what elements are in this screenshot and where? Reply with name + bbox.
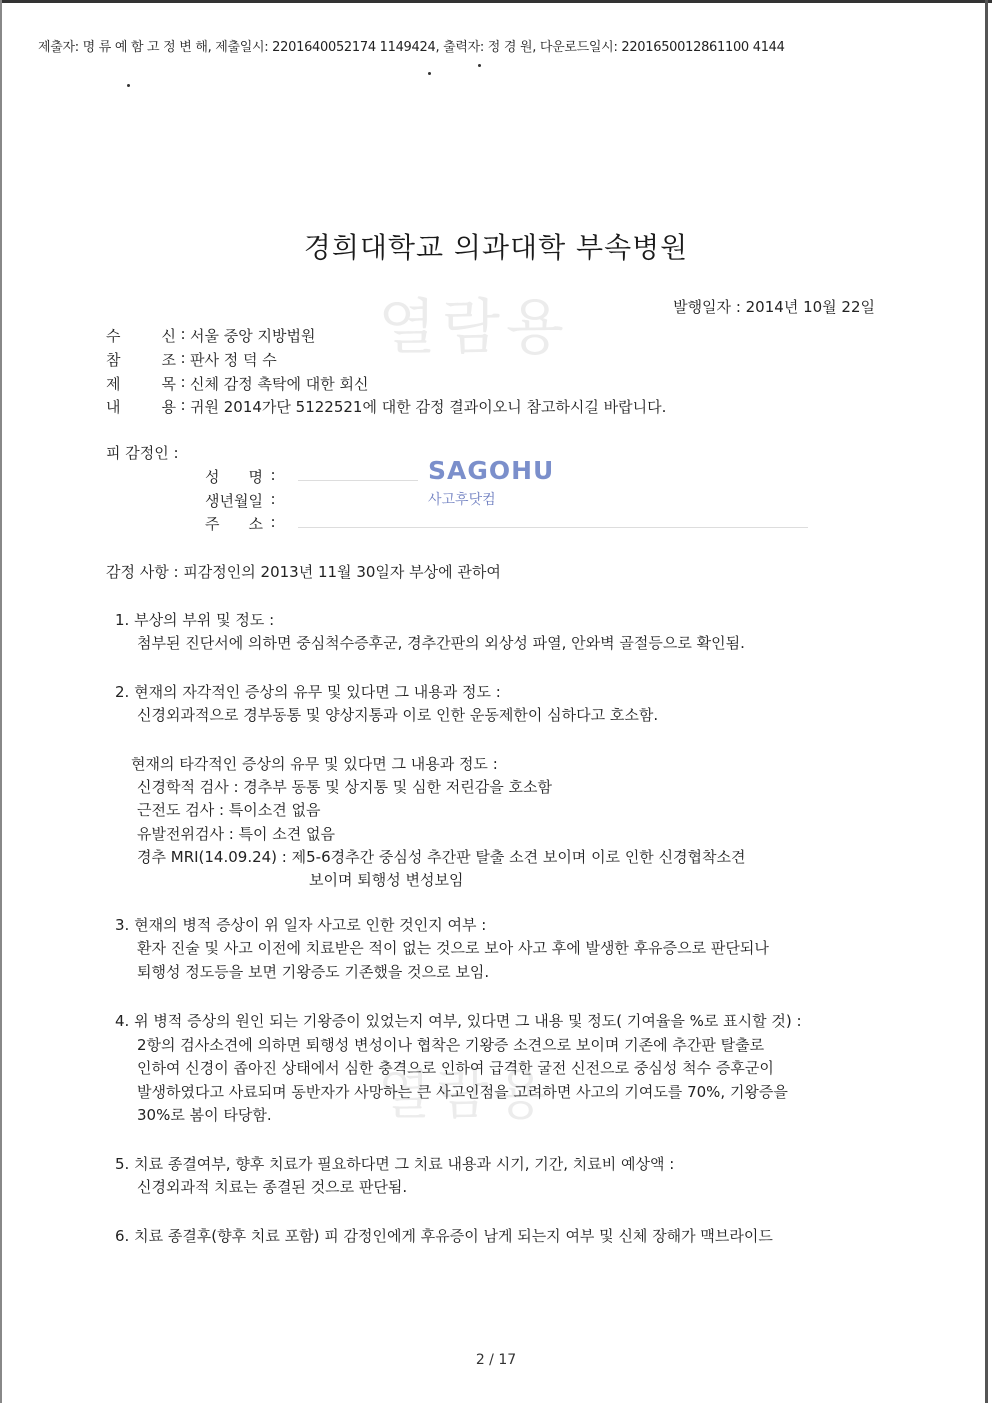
section-3-text: 환자 진술 및 사고 이전에 치료받은 적이 없는 것으로 보아 사고 후에 발생한 후유증으로 판단되나	[137, 939, 769, 957]
scan-border-left	[0, 0, 2, 1403]
watermark-top: 열람용	[378, 293, 570, 363]
issue-date-value: 2014년 10월 22일	[745, 298, 875, 316]
meta-key-char: 목	[161, 375, 176, 393]
field-key-char: 명	[248, 468, 263, 486]
meta-key-char: 용	[161, 398, 176, 416]
issue-date: 발행일자 : 2014년 10월 22일	[673, 298, 875, 316]
scan-border-top	[0, 0, 992, 3]
section-2b-title: 현재의 타각적인 증상의 유무 및 있다면 그 내용과 정도 :	[131, 755, 498, 773]
meta-key-char: 조	[161, 351, 176, 369]
section-6-title: 6. 치료 종결후(향후 치료 포함) 피 감정인에게 후유증이 남게 되는지 여부 및 신체 장해가 맥브라이드	[115, 1227, 773, 1245]
meta-value: 서울 중앙 지방법원	[190, 327, 316, 345]
meta-subject: 제 목 : 신체 감정 촉탁에 대한 회신	[106, 373, 369, 393]
field-key-char: 성	[205, 468, 220, 486]
page-number: 2 / 17	[475, 1352, 517, 1368]
redacted-name	[298, 466, 418, 481]
scan-speck	[478, 64, 481, 67]
section-2-text: 신경외과적으로 경부동통 및 양상지통과 이로 인한 운동제한이 심하다고 호소함.	[137, 706, 659, 724]
meta-reference: 참 조 : 판사 정 덕 수	[106, 349, 277, 369]
meta-key-char: 내	[106, 398, 121, 416]
field-key-char: 월	[234, 492, 249, 510]
submission-header: 제출자: 명 류 예 함 고 정 변 해, 제출일시: 2201640052174 1149424, 출력자: 정 경 원, 다운로드일시: 2201650012861100 4144	[38, 40, 785, 55]
scan-speck	[127, 84, 130, 87]
section-2b-line: 보이며 퇴행성 변성보임	[309, 871, 464, 889]
section-4-text: 30%로 봄이 타당함.	[137, 1106, 272, 1124]
watermark-bottom: 열람용	[378, 1063, 553, 1126]
section-1-text: 첨부된 진단서에 의하면 중심척수증후군, 경추간판의 외상성 파열, 안와벽 골절등으로 확인됨.	[137, 634, 745, 652]
sagohu-stamp: SAGOHU	[428, 456, 555, 485]
subject-label: 피 감정인 :	[106, 444, 179, 462]
field-key-char: 소	[248, 515, 263, 533]
section-3-text: 퇴행성 정도등을 보면 기왕증도 기존했을 것으로 보임.	[137, 963, 490, 981]
redacted-address	[298, 513, 808, 528]
section-2b-line: 유발전위검사 : 특이 소견 없음	[137, 825, 336, 843]
subject-name-field: 성 명 :	[205, 466, 276, 486]
meta-key-char: 신	[161, 327, 176, 345]
meta-recipient: 수 신 : 서울 중앙 지방법원	[106, 325, 316, 345]
section-5-text: 신경외과적 치료는 종결된 것으로 판단됨.	[137, 1178, 408, 1196]
meta-value: 신체 감정 촉탁에 대한 회신	[190, 375, 369, 393]
matter-line: 감정 사항 : 피감정인의 2013년 11월 30일자 부상에 관하여	[106, 563, 501, 581]
scan-speck	[428, 72, 431, 75]
meta-value: 귀원 2014가단 5122521에 대한 감정 결과이오니 참고하시길 바랍니다.	[190, 398, 667, 416]
section-3-title: 3. 현재의 병적 증상이 위 일자 사고로 인한 것인지 여부 :	[115, 916, 487, 934]
scan-border-right	[985, 0, 988, 1403]
subject-address-field: 주 소 :	[205, 513, 276, 533]
meta-value: 판사 정 덕 수	[190, 351, 277, 369]
document-title: 경희대학교 의과대학 부속병원	[303, 231, 689, 264]
field-key-char: 생	[205, 492, 220, 510]
field-key-char: 년	[219, 492, 234, 510]
section-2-title: 2. 현재의 자각적인 증상의 유무 및 있다면 그 내용과 정도 :	[115, 683, 501, 701]
section-2b-line: 경추 MRI(14.09.24) : 제5-6경추간 중심성 추간판 탈출 소견 보이며 이로 인한 신경협착소견	[137, 848, 746, 866]
sagohu-stamp-sub: 사고후닷컴	[428, 492, 496, 508]
section-2b-line: 근전도 검사 : 특이소견 없음	[137, 801, 321, 819]
meta-key-char: 수	[106, 327, 121, 345]
section-2b-line: 신경학적 검사 : 경추부 동통 및 상지통 및 심한 저린감을 호소함	[137, 778, 552, 796]
meta-key-char: 참	[106, 351, 121, 369]
field-key-char: 일	[248, 492, 263, 510]
section-1-title: 1. 부상의 부위 및 정도 :	[115, 611, 275, 629]
section-4-title: 4. 위 병적 증상의 원인 되는 기왕증이 있었는지 여부, 있다면 그 내용 및 정도( 기여율을 %로 표시할 것) :	[115, 1012, 802, 1030]
section-4-text: 2항의 검사소견에 의하면 퇴행성 변성이나 협착은 기왕증 소견으로 보이며 기존에 추간판 탈출로	[137, 1036, 765, 1054]
meta-key-char: 제	[106, 375, 121, 393]
section-5-title: 5. 치료 종결여부, 향후 치료가 필요하다면 그 치료 내용과 시기, 기간, 치료비 예상액 :	[115, 1155, 675, 1173]
section-4-text: 발생하였다고 사료되며 동반자가 사망하는 큰 사고인점을 고려하면 사고의 기여도를 70%, 기왕증을	[137, 1083, 788, 1101]
meta-content: 내 용 : 귀원 2014가단 5122521에 대한 감정 결과이오니 참고하시길 바랍니다.	[106, 396, 667, 416]
section-4-text: 인하여 신경이 좁아진 상태에서 심한 충격으로 인하여 급격한 굴전 신전으로 중심성 척수 증후군이	[137, 1059, 774, 1077]
issue-date-label: 발행일자	[673, 298, 732, 316]
subject-birthdate-field: 생 년 월 일 :	[205, 490, 276, 510]
field-key-char: 주	[205, 515, 220, 533]
